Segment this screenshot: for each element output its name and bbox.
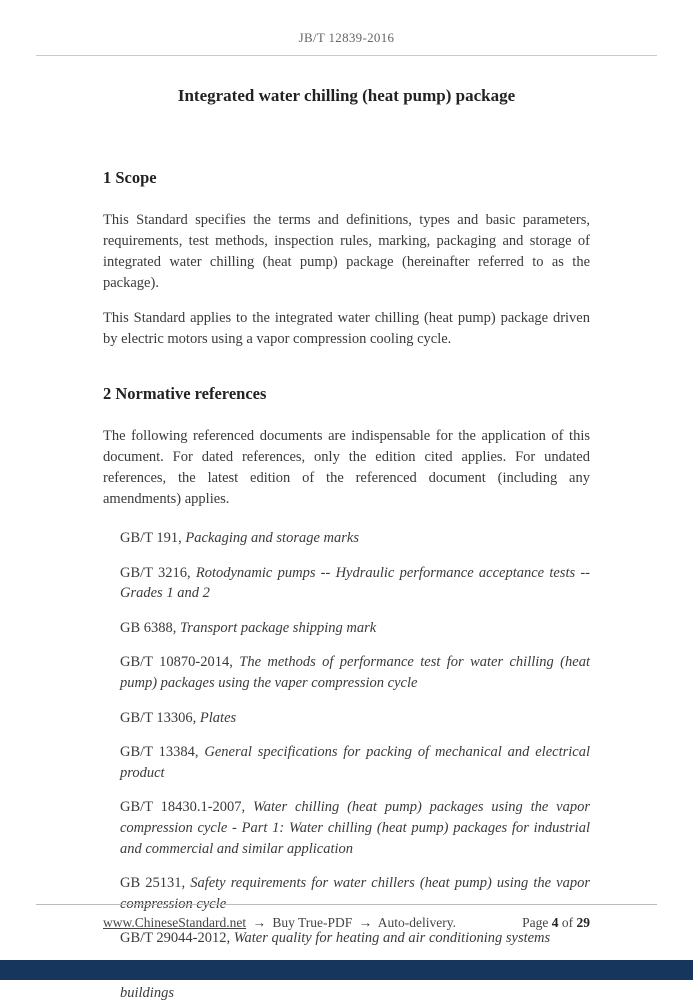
reference-title: Water chilling (heat pump) packages using the vapor compression cycle - Part 1: Water chilling (heat pump) packages for industrial and commercial and similar application <box>120 799 591 857</box>
reference-item <box>120 708 590 729</box>
reference-code: GB/T 18430.1-2007, <box>120 799 246 816</box>
arrow-icon: → <box>252 915 266 930</box>
reference-title: buildings <box>120 985 174 1002</box>
footer-buy-text: Buy True-PDF <box>272 915 353 930</box>
of-label: of <box>561 915 574 930</box>
section-heading-normative-references: 2 Normative references <box>103 384 267 404</box>
footer-row <box>0 905 693 931</box>
reference-item <box>120 742 590 783</box>
reference-title: Safety requirements for water chillers (heat pump) using the vapor compression cycle <box>120 875 590 912</box>
reference-item <box>120 528 590 549</box>
normative-intro-paragraph: The following referenced documents are indispensable for the application of this document. For dated references, only the edition cited applies. For undated references, the latest edition of the referenced document (including any amendments) applies. <box>103 428 590 508</box>
header-divider <box>36 55 657 56</box>
page-label: Page <box>522 915 549 930</box>
reference-code: GB/T 13384, <box>120 744 199 761</box>
chinesestandard-link[interactable]: www.ChineseStandard.net <box>103 915 247 930</box>
document-number: JB/T 12839-2016 <box>298 30 395 45</box>
reference-item <box>120 652 590 693</box>
reference-code: GB/T 191, <box>120 530 182 547</box>
reference-code: GB/T 13306, <box>120 709 197 726</box>
reference-code: GB/T 29044-2012, <box>120 930 231 947</box>
page-current: 4 <box>551 915 559 930</box>
reference-code: GB 25131, <box>120 875 186 892</box>
reference-item <box>120 797 590 859</box>
page-header <box>0 0 693 56</box>
reference-code: GB/T 3216, <box>120 564 191 581</box>
reference-item <box>120 618 590 639</box>
footer-source-line <box>103 915 456 931</box>
reference-title: The methods of performance test for water chilling (heat pump) packages using the vaper compression cycle <box>120 654 590 692</box>
reference-code: GB 6388, <box>120 619 177 636</box>
scope-paragraph-2: This Standard applies to the integrated water chilling (heat pump) package driven by electric motors using a vapor compression cooling cycle. <box>103 310 590 348</box>
reference-title: Transport package shipping mark <box>180 619 377 636</box>
bottom-accent-bar <box>0 960 693 980</box>
reference-title: Water quality for heating and air conditioning systems <box>233 930 551 947</box>
reference-title: Packaging and storage marks <box>185 530 359 547</box>
page-number-indicator <box>522 915 590 931</box>
document-content <box>0 86 693 1004</box>
footer-delivery-text: Auto-delivery. <box>377 915 457 930</box>
reference-title: Rotodynamic pumps -- Hydraulic performance acceptance tests -- Grades 1 and 2 <box>120 564 590 602</box>
scope-paragraph-1: This Standard specifies the terms and definitions, types and basic parameters, requirements, test methods, inspection rules, marking, packaging and storage of integrated water chilling (heat pump) package (hereinafter referred to as the package). <box>103 212 590 292</box>
page-footer <box>0 904 693 960</box>
section-heading-scope: 1 Scope <box>103 168 157 187</box>
page-total: 29 <box>576 915 590 930</box>
document-title: Integrated water chilling (heat pump) package <box>177 86 516 105</box>
reference-title: Plates <box>199 709 237 726</box>
arrow-icon: → <box>358 915 373 930</box>
reference-code: GB/T 10870-2014, <box>120 654 233 671</box>
reference-title: General specifications for packing of mechanical and electrical product <box>120 744 591 781</box>
reference-item <box>120 563 590 604</box>
